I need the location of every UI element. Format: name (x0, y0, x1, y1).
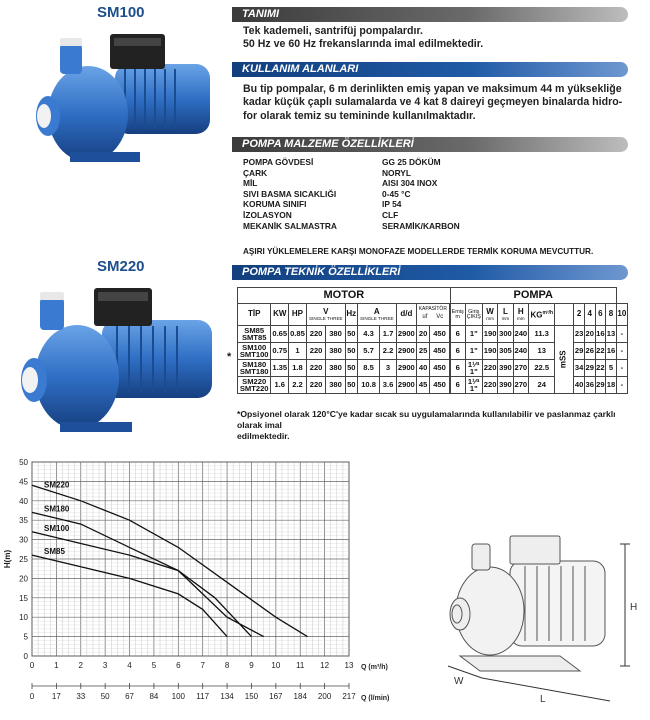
col-a (357, 304, 396, 326)
y-tick-label: 15 (19, 593, 28, 603)
x2-tick-label: 200 (317, 692, 332, 701)
series-label: SM180 (44, 504, 70, 514)
material-value: GG 25 DÖKÜM (382, 157, 441, 167)
cell-emis: 6 (450, 360, 465, 377)
cell-kw: 0.65 (271, 326, 289, 343)
series-line-sm220 (32, 485, 308, 636)
cell-giris-in: 1" (469, 329, 478, 339)
col-q-unit: m³/h (542, 309, 553, 316)
section-header-malzeme: POMPA MALZEME ÖZELLİKLERİ (232, 137, 628, 152)
kullanim-line: Bu tip pompalar, 6 m derinlikten emiş yapan ve maksimum 44 m yüksekliğe (243, 83, 622, 95)
cell-tip (238, 360, 271, 377)
cell-hp: 0.85 (289, 326, 307, 343)
cell-q: 5 (606, 360, 617, 377)
cell-giris (465, 343, 482, 360)
cell-giris (465, 360, 482, 377)
cell-h: 240 (513, 343, 528, 360)
y-tick-label: 30 (19, 535, 28, 545)
y-tick-label: 50 (19, 458, 28, 467)
col-emis-unit: m (455, 313, 460, 320)
col-kap-vc: Vc (436, 314, 444, 321)
dimension-drawing (440, 526, 645, 706)
x-tick-label: 1 (54, 661, 59, 670)
cell-q: 18 (606, 377, 617, 394)
y-tick-label: 0 (23, 652, 28, 661)
footnote-line: edilmektedir. (237, 431, 290, 441)
cell-kg: 11.3 (528, 326, 554, 343)
cell-a3: 2.2 (380, 343, 396, 360)
cell-w: 220 (482, 360, 497, 377)
model-label-sm220: SM220 (97, 258, 145, 275)
cell-l: 390 (498, 360, 513, 377)
col-w-unit: mm (486, 316, 494, 322)
material-label: MİL (243, 178, 258, 189)
cell-h: 240 (513, 326, 528, 343)
cell-a1: 5.7 (357, 343, 379, 360)
cell-v3: 380 (326, 326, 345, 343)
x-tick-label: 6 (176, 661, 181, 670)
cell-a3: 1.7 (380, 326, 396, 343)
cell-q: 29 (595, 377, 606, 394)
model-label-sm100: SM100 (97, 4, 145, 21)
x2-tick-label: 17 (51, 692, 61, 701)
cell-q: - (616, 377, 627, 394)
col-emis (450, 304, 465, 326)
pump-image-sm100 (30, 24, 220, 174)
cell-dd: 2900 (396, 377, 416, 394)
col-giris-label: Giriş (468, 308, 480, 315)
cell-q: 22 (595, 360, 606, 377)
cell-q: - (616, 360, 627, 377)
material-label: MEKANİK SALMASTRA (243, 220, 337, 231)
col-v-label: V (323, 306, 329, 316)
cell-v3: 380 (326, 360, 345, 377)
col-q-6: 6 (595, 304, 606, 326)
material-value: NORYL (382, 167, 412, 178)
cell-tip-three: SMT220 (239, 384, 269, 393)
chart-lines (32, 480, 308, 636)
material-label: SIVI BASMA SICAKLIĞI (243, 188, 337, 199)
cell-vc: 450 (430, 377, 449, 394)
table-star: * (227, 351, 232, 363)
cell-q: 36 (584, 377, 595, 394)
x2-tick-label: 117 (196, 692, 210, 701)
cell-kw: 1.35 (271, 360, 289, 377)
series-label: SM220 (44, 480, 70, 490)
col-dd: d/d (396, 304, 416, 326)
cell-l: 305 (498, 343, 513, 360)
materials-values (382, 157, 512, 231)
material-value: AISI 304 INOX (382, 178, 438, 189)
material-value: IP 54 (382, 199, 402, 210)
x-tick-label: 10 (271, 661, 281, 670)
cell-emis: 6 (450, 377, 465, 394)
cell-q: 16 (595, 326, 606, 343)
cell-a1: 8.5 (357, 360, 379, 377)
x-tick-label: 7 (200, 661, 205, 670)
dim-l: L (540, 694, 546, 705)
kullanim-line: kadar küçük çaplı sulamalarda ve 4 kat 8 daireyi geçmeyen binalarda hidro- (243, 96, 623, 109)
cell-q: 13 (606, 326, 617, 343)
cell-a1: 10.8 (357, 377, 379, 394)
col-emis-label: Emiş (451, 308, 464, 315)
col-w (482, 304, 497, 326)
material-label: POMPA GÖVDESİ (243, 157, 314, 167)
cell-w: 220 (482, 377, 497, 394)
cell-giris-out: 1" (469, 384, 478, 393)
cell-v3: 380 (326, 343, 345, 360)
x2-tick-label: 217 (342, 692, 356, 701)
cell-v1: 220 (306, 326, 325, 343)
col-l (498, 304, 513, 326)
col-kg-label: KG (530, 310, 543, 320)
cell-hz: 50 (345, 343, 357, 360)
col-hz: Hz (345, 304, 357, 326)
col-kg (528, 304, 554, 326)
col-a-label: A (373, 306, 380, 316)
cell-q: - (616, 326, 627, 343)
col-q-4: 4 (584, 304, 595, 326)
kullanim-text (243, 83, 628, 123)
cell-kg: 22.5 (528, 360, 554, 377)
cell-kw: 0.75 (271, 343, 289, 360)
cell-hz: 50 (345, 326, 357, 343)
col-q-10: 10 (616, 304, 627, 326)
col-q-2: 2 (574, 304, 585, 326)
cell-vc: 450 (430, 343, 449, 360)
cell-tip-single: SM85 (244, 325, 265, 335)
dim-w: W (454, 676, 464, 687)
cell-q: 23 (574, 326, 585, 343)
cell-tip-single: SM100 (242, 342, 267, 352)
x-tick-label: 5 (151, 661, 157, 670)
material-value: CLF (382, 209, 399, 220)
x2-tick-label: 184 (293, 692, 307, 701)
y-tick-label: 35 (19, 516, 28, 526)
tanimi-line: 50 Hz ve 60 Hz frekanslarında imal edilmektedir. (243, 38, 484, 51)
cell-q: - (616, 343, 627, 360)
cell-dd: 2900 (396, 343, 416, 360)
cell-dd: 2900 (396, 360, 416, 377)
cell-kg: 24 (528, 377, 554, 394)
cell-giris (465, 326, 482, 343)
cell-hz: 50 (345, 360, 357, 377)
x-axis-label: Q (m³/h) (361, 664, 388, 671)
col-giris-label2: ÇIKIŞ (466, 313, 481, 320)
materials-labels (243, 157, 383, 231)
col-giris (465, 304, 482, 326)
col-h-unit: mm (516, 316, 525, 322)
mss-label: mSS (559, 350, 569, 369)
y-tick-label: 10 (19, 613, 28, 623)
x-tick-label: 2 (78, 661, 83, 670)
cell-h: 270 (513, 360, 528, 377)
y-tick-label: 45 (19, 477, 28, 487)
col-kap-label: KAPASİTÖR (418, 306, 447, 313)
col-v (306, 304, 345, 326)
cell-hp: 1.8 (289, 360, 307, 377)
series-label: SM100 (44, 523, 70, 533)
cell-w: 190 (482, 326, 497, 343)
table-row (238, 326, 628, 343)
chart-grid (32, 462, 349, 656)
material-label: KORUMA SINIFI (243, 199, 307, 210)
material-value: SERAMİK/KARBON (382, 220, 460, 231)
section-header-kullanim: KULLANIM ALANLARI (232, 62, 628, 77)
cell-vc: 450 (430, 326, 449, 343)
cell-tip-single: SM180 (242, 359, 267, 369)
footnote-line: *Opsiyonel olarak 120°C'ye kadar sıcak su uygulamalarında kullanılabilir ve paslanmaz çarklı olarak imal (237, 409, 616, 430)
cell-hz: 50 (345, 377, 357, 394)
cell-q: 26 (584, 343, 595, 360)
cell-uf: 20 (416, 326, 429, 343)
cell-uf: 45 (416, 377, 429, 394)
x-tick-label: 8 (224, 661, 230, 670)
cell-a3: 3.6 (380, 377, 396, 394)
tanimi-line: Tek kademeli, santrifüj pompalardır. (243, 25, 423, 37)
cell-v1: 220 (306, 360, 325, 377)
cell-h: 270 (513, 377, 528, 394)
cell-dd: 2900 (396, 326, 416, 343)
x2-tick-label: 0 (29, 692, 35, 701)
cell-q: 29 (574, 343, 585, 360)
col-v-sub: SINGLE THREE (308, 316, 343, 322)
dim-h: H (630, 602, 638, 613)
y-tick-label: 25 (19, 555, 28, 564)
x-tick-label: 13 (344, 661, 354, 670)
cell-giris-out: 1" (469, 367, 478, 376)
material-label: İZOLASYON (243, 209, 292, 220)
cell-tip-three: SMT180 (239, 367, 269, 376)
cell-vc: 450 (430, 360, 449, 377)
footnote (237, 409, 629, 442)
col-tip: TİP (238, 304, 271, 326)
col-h (513, 304, 528, 326)
cell-tip (238, 343, 271, 360)
col-a-sub: SINGLE THREE (360, 316, 394, 322)
y-tick-label: 20 (19, 574, 28, 584)
y-tick-label: 5 (23, 632, 28, 642)
col-l-label: L (503, 306, 508, 316)
group-pompa: POMPA (450, 288, 616, 304)
cell-q: 40 (574, 377, 585, 394)
material-value: 0-45 °C (382, 188, 411, 199)
col-l-unit: mm (501, 316, 510, 322)
cell-tip-three: SMT85 (241, 333, 267, 342)
cell-tip-single: SM220 (242, 376, 267, 386)
col-kap (416, 304, 449, 326)
series-label: SM85 (44, 547, 65, 557)
x2-axis-label: Q (l/min) (361, 695, 390, 702)
x2-tick-label: 50 (100, 692, 110, 701)
cell-kw: 1.6 (271, 377, 289, 394)
x-tick-label: 3 (102, 661, 108, 670)
cell-uf: 25 (416, 343, 429, 360)
cell-q: 20 (584, 326, 595, 343)
x2-tick-label: 134 (220, 692, 234, 701)
cell-l: 300 (498, 326, 513, 343)
cell-kg: 13 (528, 343, 554, 360)
cell-hp: 2.2 (289, 377, 307, 394)
performance-chart (0, 446, 390, 720)
spec-table (237, 287, 628, 394)
x2-tick-label: 167 (269, 692, 283, 701)
cell-v1: 220 (306, 377, 325, 394)
cell-a3: 3 (380, 360, 396, 377)
cell-q: 16 (606, 343, 617, 360)
cell-q: 29 (584, 360, 595, 377)
col-mss-head (555, 304, 574, 326)
warning-text: AŞIRI YÜKLEMELERE KARŞI MONOFAZE MODELLERDE TERMİK KORUMA MEVCUTTUR. (243, 247, 594, 256)
x2-tick-label: 100 (171, 692, 185, 701)
x-tick-label: 9 (249, 661, 254, 670)
cell-a1: 4.3 (357, 326, 379, 343)
cell-giris-in: 1" (469, 346, 478, 356)
cell-w: 190 (482, 343, 497, 360)
col-kap-uf: uf (422, 314, 428, 321)
col-w-label: W (486, 306, 494, 316)
cell-v1: 220 (306, 343, 325, 360)
cell-q: 34 (574, 360, 585, 377)
x-tick-label: 0 (29, 661, 35, 670)
cell-hp: 1 (289, 343, 307, 360)
x2-tick-label: 33 (76, 692, 86, 701)
cell-v3: 380 (326, 377, 345, 394)
x2-tick-label: 84 (149, 692, 159, 701)
cell-l: 390 (498, 377, 513, 394)
x-tick-label: 11 (296, 661, 305, 670)
cell-tip-three: SMT100 (239, 350, 269, 359)
cell-tip (238, 326, 271, 343)
x2-tick-label: 67 (125, 692, 134, 701)
y-tick-label: 40 (19, 496, 28, 506)
cell-mss (555, 326, 574, 394)
section-header-teknik: POMPA TEKNİK ÖZELLİKLERİ (232, 265, 628, 280)
cell-q: 22 (595, 343, 606, 360)
cell-giris-in: 1¹⁄⁴ (467, 359, 480, 369)
col-h-label: H (517, 306, 524, 316)
group-motor: MOTOR (238, 288, 451, 304)
x2-tick-label: 150 (244, 692, 259, 701)
col-q-8: 8 (606, 304, 617, 326)
cell-giris-in: 1¹⁄⁴ (467, 376, 480, 386)
material-label: ÇARK (243, 167, 268, 178)
x-tick-label: 4 (127, 661, 132, 670)
col-hp: HP (289, 304, 307, 326)
cell-uf: 40 (416, 360, 429, 377)
kullanim-line: for olarak temiz su temininde kullanılmaktadır. (243, 109, 476, 122)
x-tick-label: 12 (320, 661, 330, 670)
section-header-tanimi: TANIMI (232, 7, 628, 22)
y-axis-label: H(m) (3, 549, 12, 569)
tanimi-text (243, 25, 628, 52)
pump-image-sm220 (12, 282, 222, 442)
cell-emis: 6 (450, 326, 465, 343)
cell-giris (465, 377, 482, 394)
cell-tip (238, 377, 271, 394)
col-kw: KW (271, 304, 289, 326)
cell-emis: 6 (450, 343, 465, 360)
